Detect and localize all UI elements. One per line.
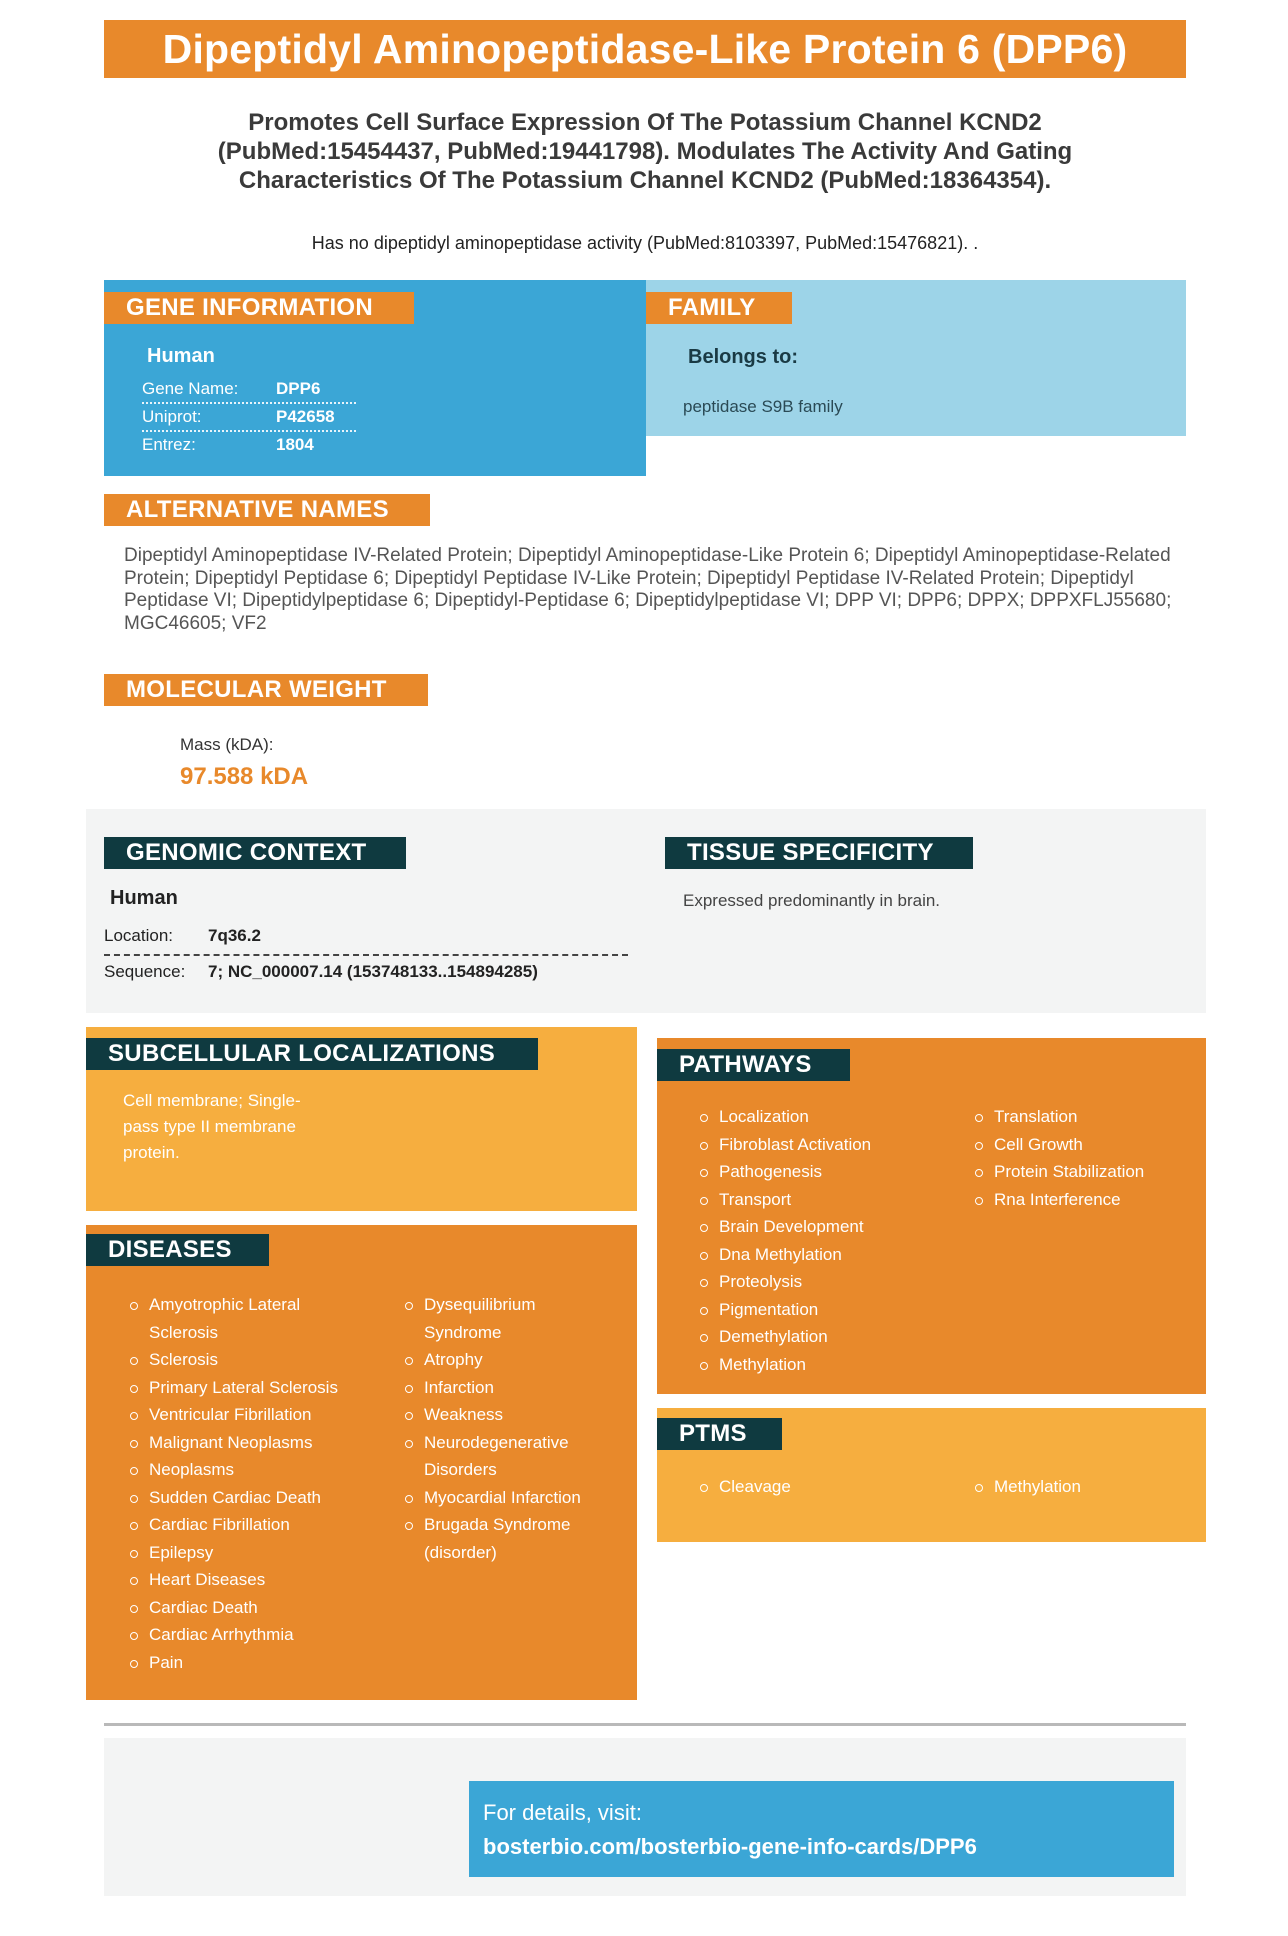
disease-item: Neoplasms bbox=[127, 1456, 367, 1484]
details-prompt: For details, visit: bbox=[483, 1800, 642, 1825]
gene-name-value: DPP6 bbox=[276, 379, 321, 398]
tissue-specificity-header: TISSUE SPECIFICITY bbox=[665, 837, 973, 869]
pathway-item: Demethylation bbox=[697, 1323, 937, 1351]
tissue-specificity-text: Expressed predominantly in brain. bbox=[683, 891, 941, 910]
disease-item: Weakness bbox=[402, 1401, 602, 1429]
disease-item: Amyotrophic Lateral Sclerosis bbox=[127, 1291, 367, 1346]
gene-name-row bbox=[142, 376, 356, 404]
uniprot-row bbox=[142, 404, 356, 432]
family-header: FAMILY bbox=[646, 292, 792, 324]
disease-item: Primary Lateral Sclerosis bbox=[127, 1374, 367, 1402]
entrez-label: Entrez: bbox=[142, 435, 196, 454]
disease-item: Cardiac Arrhythmia bbox=[127, 1621, 367, 1649]
genomic-context-header: GENOMIC CONTEXT bbox=[104, 837, 406, 869]
diseases-list-right bbox=[402, 1291, 602, 1566]
footer-divider bbox=[104, 1723, 1186, 1726]
gene-species: Human bbox=[147, 345, 215, 367]
pathways-list-left bbox=[697, 1103, 937, 1378]
details-link-box[interactable] bbox=[469, 1781, 1174, 1877]
sequence-value: 7; NC_000007.14 (153748133..154894285) bbox=[208, 962, 538, 981]
disease-item: Cardiac Fibrillation bbox=[127, 1511, 367, 1539]
disease-item: Sudden Cardiac Death bbox=[127, 1484, 367, 1512]
genomic-species: Human bbox=[110, 887, 178, 909]
mass-value: 97.588 kDA bbox=[180, 763, 309, 790]
disease-item: Brugada Syndrome (disorder) bbox=[402, 1511, 602, 1566]
diseases-header: DISEASES bbox=[86, 1234, 269, 1266]
disease-item: Heart Diseases bbox=[127, 1566, 367, 1594]
disease-item: Infarction bbox=[402, 1374, 602, 1402]
pathways-list-right bbox=[972, 1103, 1192, 1213]
pathway-item: Localization bbox=[697, 1103, 937, 1131]
subcellular-text: Cell membrane; Single-pass type II membrane protein. bbox=[123, 1091, 301, 1162]
location-value: 7q36.2 bbox=[208, 926, 261, 945]
ptms-list-right bbox=[972, 1473, 1192, 1501]
ptm-item: Methylation bbox=[972, 1473, 1192, 1501]
pathway-item: Cell Growth bbox=[972, 1131, 1192, 1159]
sequence-label: Sequence: bbox=[104, 962, 186, 981]
mass-label: Mass (kDA): bbox=[180, 735, 274, 754]
pathway-item: Pigmentation bbox=[697, 1296, 937, 1324]
disease-item: Cardiac Death bbox=[127, 1594, 367, 1622]
molecular-weight-header: MOLECULAR WEIGHT bbox=[104, 674, 428, 706]
pathway-item: Methylation bbox=[697, 1351, 937, 1379]
sequence-row bbox=[104, 962, 628, 988]
pathway-item: Brain Development bbox=[697, 1213, 937, 1241]
ptm-item: Cleavage bbox=[697, 1473, 937, 1501]
disease-item: Ventricular Fibrillation bbox=[127, 1401, 367, 1429]
disease-item: Epilepsy bbox=[127, 1539, 367, 1567]
gene-name-label: Gene Name: bbox=[142, 379, 239, 398]
disease-item: Pain bbox=[127, 1649, 367, 1677]
alternative-names-header: ALTERNATIVE NAMES bbox=[104, 494, 430, 526]
ptms-header: PTMS bbox=[657, 1418, 782, 1450]
function-summary: Promotes Cell Surface Expression Of The Potassium Channel KCND2 (PubMed:15454437, PubMed:19441798). Modulates The Activity And Gating Characteristics Of The Potassium Channel KCND2 (PubMed:18364354). bbox=[217, 109, 1073, 194]
ptms-list-left bbox=[697, 1473, 937, 1501]
family-value: peptidase S9B family bbox=[683, 397, 843, 416]
subcellular-header: SUBCELLULAR LOCALIZATIONS bbox=[86, 1038, 538, 1070]
disease-item: Neurodegenerative Disorders bbox=[402, 1429, 602, 1484]
disease-item: Malignant Neoplasms bbox=[127, 1429, 367, 1457]
pathway-item: Translation bbox=[972, 1103, 1192, 1131]
pathway-item: Transport bbox=[697, 1186, 937, 1214]
page-title: Dipeptidyl Aminopeptidase-Like Protein 6 (DPP6) bbox=[104, 20, 1186, 78]
pathway-item: Protein Stabilization bbox=[972, 1158, 1192, 1186]
diseases-list-left bbox=[127, 1291, 367, 1676]
pathways-header: PATHWAYS bbox=[657, 1049, 850, 1081]
pathway-item: Dna Methylation bbox=[697, 1241, 937, 1269]
disease-item: Dysequilibrium Syndrome bbox=[402, 1291, 602, 1346]
details-url-link[interactable]: bosterbio.com/bosterbio-gene-info-cards/DPP6 bbox=[483, 1834, 977, 1859]
pathway-item: Pathogenesis bbox=[697, 1158, 937, 1186]
location-label: Location: bbox=[104, 926, 173, 945]
location-row bbox=[104, 926, 628, 956]
alternative-names-text: Dipeptidyl Aminopeptidase IV-Related Protein; Dipeptidyl Aminopeptidase-Like Protein 6; Dipeptidyl Aminopeptidase-Related Protein; Dipeptidyl Peptidase 6; Dipeptidyl Peptidase IV-Like Protein; Dipeptidyl Peptidase IV-Related Protein; Dipeptidyl Peptidase VI; Dipeptidylpeptidase 6; Dipeptidyl-Peptidase 6; Dipeptidylpeptidase VI; DPP VI; DPP6; DPPX; DPPXFLJ55680; MGC46605; VF2 bbox=[124, 545, 1172, 634]
disease-item: Atrophy bbox=[402, 1346, 602, 1374]
pathway-item: Fibroblast Activation bbox=[697, 1131, 937, 1159]
pathway-item: Proteolysis bbox=[697, 1268, 937, 1296]
gene-information-header: GENE INFORMATION bbox=[104, 292, 414, 324]
activity-note: Has no dipeptidyl aminopeptidase activity (PubMed:8103397, PubMed:15476821). . bbox=[311, 233, 979, 253]
uniprot-label: Uniprot: bbox=[142, 407, 202, 426]
uniprot-value: P42658 bbox=[276, 407, 335, 426]
disease-item: Sclerosis bbox=[127, 1346, 367, 1374]
pathway-item: Rna Interference bbox=[972, 1186, 1192, 1214]
entrez-value: 1804 bbox=[276, 435, 314, 454]
family-label: Belongs to: bbox=[688, 346, 798, 368]
disease-item: Myocardial Infarction bbox=[402, 1484, 602, 1512]
entrez-row bbox=[142, 432, 356, 460]
